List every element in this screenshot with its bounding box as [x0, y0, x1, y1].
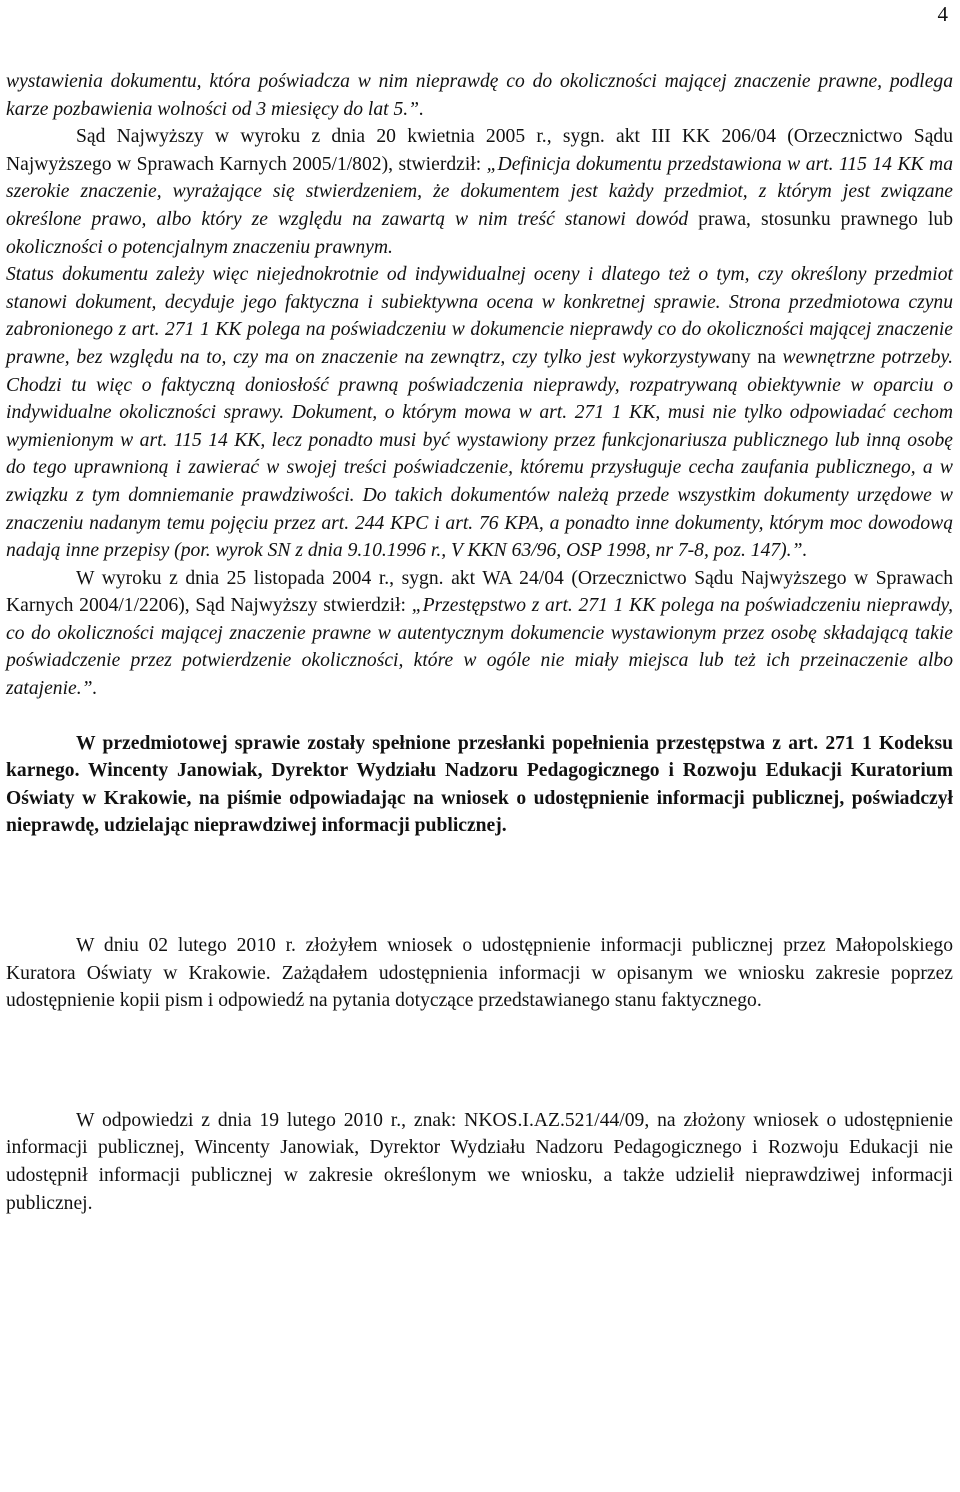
paragraph-ruling-2004: W wyroku z dnia 25 listopada 2004 r., sygn. akt WA 24/04 (Orzecznictwo Sądu Najwyższego w Sprawach Karnych 2004/1/2206), Sąd Najwyższy stwierdził: „Przestępstwo z art. 271 1 KK polega na poświadczeniu nieprawdy, co do okoliczności mającej znaczenie prawne w autentycznym dokumencie wystawionym przez osobę składającą takie poświadczenie przez potwierdzenie okoliczności, które w ogóle nie miały miejsca lub też ich przeinaczenie albo zatajenie.”.: [6, 567, 954, 700]
page-number: 4: [937, 2, 948, 26]
paragraph-ruling-2005: Sąd Najwyższy w wyroku z dnia 20 kwietnia 2005 r., sygn. akt III KK 206/04 (Orzecznictwo Sądu Najwyższego w Sprawach Karnych 2005/1/802), stwierdził: „Definicja dokumentu przedstawiona w art. 115 14 KK ma szerokie znaczenie, wyrażające się stwierdzeniem, że dokumentem jest każdy przedmiot, z którym jest związane określone prawo, albo który ze względu na zawartą w nim treść stanowi dowód prawa, stosunku prawnego lub okoliczności o potencjalnym znaczeniu prawnym.: [6, 126, 954, 258]
paragraph-document-status: Status dokumentu zależy więc niejednokrotnie od indywidualnej oceny i dlatego też o tym, czy określony przedmiot stanowi dokument, decyduje jego faktyczna i subiektywna ocena w konkretnej sprawie. Strona przedmiotowa czynu zabronionego z art. 271 1 KK polega na poświadczeniu w dokumencie nieprawdy co do okoliczności mającej znaczenie prawne, bez względu na to, czy ma on znaczenie na zewnątrz, czy tylko jest wykorzystywany na wewnętrzne potrzeby. Chodzi tu więc o faktyczną doniosłość prawną poświadczenia nieprawdy, rozpatrywaną obiektywnie w oparciu o indywidualne okoliczności sprawy. Dokument, o którym mowa w art. 271 1 KK, musi nie tylko odpowiadać cechom wymienionym w art. 115 14 KK, lecz ponadto musi być wystawiony przez funkcjonariusza publicznego lub inną osobę do tego uprawnioną i zawierać w swojej treści poświadczenie, któremu przysługuje cecha zaufania publicznego, a w związku z tym domniemanie prawdziwości. Do takich dokumentów należą przede wszystkim dokumenty urzędowe w znaczeniu nadanym temu pojęciu przez art. 244 KPC i art. 76 KPA, a ponadto inne dokumenty, którym moc dowodową nadają inne przepisy (por. wyrok SN z dnia 9.10.1996 r., V KKN 63/96, OSP 1998, nr 7-8, poz. 147).”.: [6, 264, 953, 562]
paragraph-quote-end: wystawienia dokumentu, która poświadcza w nim nieprawdę co do okoliczności mającej znaczenie prawne, podlega karze pozbawienia wolności od 3 miesięcy do lat 5.”.: [6, 71, 953, 120]
paragraph-request: W dniu 02 lutego 2010 r. złożyłem wniosek o udostępnienie informacji publicznej przez Małopolskiego Kuratora Oświaty w Krakowie. Zażądałem udostępnienia informacji w opisanym we wniosku zakresie poprzez udostępnienie kopii pism i odpowiedź na pytania dotyczące przedstawianego stanu faktycznego.: [6, 935, 953, 1012]
document-body: [6, 68, 953, 1217]
paragraph-conclusion: W przedmiotowej sprawie zostały spełnione przesłanki popełnienia przestępstwa z art. 271 1 Kodeksu karnego. Wincenty Janowiak, Dyrektor Wydziału Nadzoru Pedagogicznego i Rozwoju Edukacji Kuratorium Oświaty w Krakowie, na piśmie odpowiadając na wniosek o udostępnienie informacji publicznej, poświadczył nieprawdę, udzielając nieprawdziwej informacji publicznej.: [6, 732, 953, 837]
paragraph-response: W odpowiedzi z dnia 19 lutego 2010 r., znak: NKOS.I.AZ.521/44/09, na złożony wniosek o udostępnienie informacji publicznej, Wincenty Janowiak, Dyrektor Wydziału Nadzoru Pedagogicznego i Rozwoju Edukacji nie udostępnił informacji publicznej w zakresie określonym we wniosku, a także udzielił nieprawdziwej informacji publicznej.: [6, 1109, 953, 1214]
